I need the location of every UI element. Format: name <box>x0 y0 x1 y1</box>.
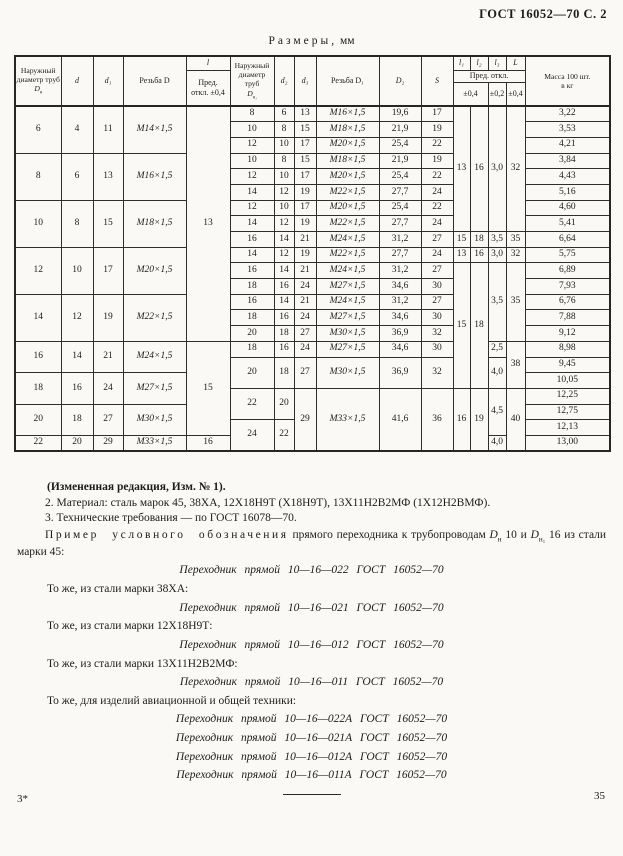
cell-D2: 27,7 <box>379 216 421 232</box>
cell-dn1: 10 <box>230 153 274 169</box>
cell-mass: 10,05 <box>525 373 610 389</box>
cell-mass: 12,75 <box>525 404 610 420</box>
cell-D2: 31,2 <box>379 232 421 248</box>
cell-dn: 8 <box>15 153 61 200</box>
cell-S: 24 <box>421 216 453 232</box>
col-header-thread-d1: Резьба D₁ <box>316 56 379 106</box>
cell-thread-d: М22×1,5 <box>123 294 186 341</box>
cell-dn1: 14 <box>230 184 274 200</box>
cell-dn: 18 <box>15 373 61 404</box>
cell-l3: 3,0 <box>488 106 506 232</box>
table-row <box>15 247 610 263</box>
cell-mass: 6,89 <box>525 263 610 279</box>
cell-S: 17 <box>421 106 453 122</box>
designation-line: Переходник прямой 10—16—022 ГОСТ 16052—70 <box>179 564 444 577</box>
cell-S: 19 <box>421 153 453 169</box>
cell-dn: 22 <box>15 435 61 451</box>
cell-d2: 16 <box>274 279 294 295</box>
cell-l: 15 <box>186 341 230 435</box>
cell-thread-d1: М27×1,5 <box>316 341 379 357</box>
cell-d: 18 <box>61 404 93 435</box>
cell-thread-d: М33×1,5 <box>123 435 186 451</box>
cell-thread-d1: М22×1,5 <box>316 247 379 263</box>
cell-dn1: 12 <box>230 169 274 185</box>
cell-d: 6 <box>61 153 93 200</box>
cell-D2: 34,6 <box>379 310 421 326</box>
dn1-symbol: D <box>530 528 539 541</box>
cell-d: 14 <box>61 341 93 372</box>
cell-mass: 9,45 <box>525 357 610 373</box>
cell-thread-d: М30×1,5 <box>123 404 186 435</box>
col-header-mass: Масса 100 шт. в кг <box>525 56 610 106</box>
cell-l3: 3,5 <box>488 232 506 248</box>
cell-mass: 4,21 <box>525 137 610 153</box>
cell-mass: 13,00 <box>525 435 610 451</box>
table-title-unit: мм <box>339 35 355 47</box>
cell-d2: 14 <box>274 263 294 279</box>
cell-thread-d1: М30×1,5 <box>316 326 379 342</box>
cell-dn: 20 <box>15 404 61 435</box>
cell-L: 35 <box>506 263 525 341</box>
table-body <box>15 106 610 451</box>
cell-D2: 27,7 <box>379 184 421 200</box>
cell-thread-d1: М20×1,5 <box>316 200 379 216</box>
col-header-dn-label: Наружный диаметр труб <box>16 65 60 84</box>
cell-mass: 5,75 <box>525 247 610 263</box>
cell-D2: 36,9 <box>379 326 421 342</box>
cell-L: 40 <box>506 388 525 451</box>
cell-S: 30 <box>421 341 453 357</box>
cell-S: 27 <box>421 263 453 279</box>
cell-mass: 6,76 <box>525 294 610 310</box>
cell-d3: 17 <box>294 137 316 153</box>
cell-dn1: 14 <box>230 247 274 263</box>
footnote-mark: 3* <box>17 793 28 805</box>
designation-line: Переходник прямой 10—16—011 ГОСТ 16052—70 <box>179 676 444 689</box>
cell-S: 24 <box>421 247 453 263</box>
cell-d3: 21 <box>294 263 316 279</box>
cell-dn1: 20 <box>230 357 274 388</box>
table-row <box>15 341 610 357</box>
cell-l3: 3,5 <box>488 263 506 341</box>
table-row <box>15 106 610 122</box>
col-header-dn1-symbol: $D_{н_1}$ <box>247 88 257 101</box>
cell-l: 16 <box>186 435 230 451</box>
cell-dn: 6 <box>15 106 61 153</box>
col-header-thread-d: Резьба D <box>123 56 186 106</box>
col-header-d2: d₂ <box>274 56 294 106</box>
cell-thread-d: М20×1,5 <box>123 247 186 294</box>
col-header-dn1-label: Наружный диаметр труб <box>234 61 270 89</box>
cell-thread-d1: М20×1,5 <box>316 169 379 185</box>
cell-thread-d1: М24×1,5 <box>316 294 379 310</box>
cell-mass: 4,43 <box>525 169 610 185</box>
dimensions-table <box>14 55 611 452</box>
cell-d2: 12 <box>274 247 294 263</box>
cell-thread-d1: М27×1,5 <box>316 310 379 326</box>
cell-d3: 24 <box>294 310 316 326</box>
cell-mass: 3,53 <box>525 122 610 138</box>
cell-l1: 15 <box>453 263 470 389</box>
cell-l2: 19 <box>470 388 488 451</box>
col-header-l2: l₂ <box>470 56 488 70</box>
cell-S: 32 <box>421 326 453 342</box>
cell-d1: 24 <box>93 373 123 404</box>
cell-thread-d1: М22×1,5 <box>316 216 379 232</box>
cell-D2: 34,6 <box>379 279 421 295</box>
cell-mass: 6,64 <box>525 232 610 248</box>
cell-mass: 3,22 <box>525 106 610 122</box>
tolerance-l3: ±0,2 <box>488 82 506 106</box>
col-header-pred-otkl: Пред. откл. <box>453 70 525 82</box>
amended-note: (Измененная редакция, Изм. № 1). <box>47 481 226 493</box>
cell-d1: 21 <box>93 341 123 372</box>
cell-d3: 15 <box>294 153 316 169</box>
cell-d2: 6 <box>274 106 294 122</box>
table-title <box>0 35 623 47</box>
designation-line: Переходник прямой 10—16—022А ГОСТ 16052—70 <box>175 713 448 726</box>
cell-d3: 15 <box>294 122 316 138</box>
cell-l1: 13 <box>453 247 470 263</box>
end-rule <box>283 794 341 795</box>
col-header-L: L <box>506 56 525 70</box>
cell-S: 27 <box>421 294 453 310</box>
cell-dn1: 10 <box>230 122 274 138</box>
cell-thread-d1: М33×1,5 <box>316 388 379 451</box>
cell-dn1: 18 <box>230 341 274 357</box>
cell-d3: 19 <box>294 247 316 263</box>
cell-dn1: 16 <box>230 232 274 248</box>
cell-d3: 17 <box>294 200 316 216</box>
cell-L: 32 <box>506 247 525 263</box>
cell-D2: 19,6 <box>379 106 421 122</box>
designation-line: Переходник прямой 10—16—012 ГОСТ 16052—70 <box>179 638 444 651</box>
designation-line: Переходник прямой 10—16—021 ГОСТ 16052—70 <box>179 601 444 614</box>
cell-l3: 3,0 <box>488 247 506 263</box>
cell-thread-d1: М24×1,5 <box>316 232 379 248</box>
cell-l1: 15 <box>453 232 470 248</box>
cell-thread-d1: М20×1,5 <box>316 137 379 153</box>
cell-D2: 31,2 <box>379 263 421 279</box>
cell-dn: 14 <box>15 294 61 341</box>
also-line: То же, из стали марки 38ХА: <box>47 583 189 596</box>
cell-d2: 10 <box>274 137 294 153</box>
cell-d1: 17 <box>93 247 123 294</box>
cell-dn1: 12 <box>230 200 274 216</box>
cell-mass: 5,41 <box>525 216 610 232</box>
cell-thread-d1: М18×1,5 <box>316 122 379 138</box>
cell-thread-d: М14×1,5 <box>123 106 186 153</box>
cell-d: 20 <box>61 435 93 451</box>
cell-thread-d1: М24×1,5 <box>316 263 379 279</box>
cell-dn: 12 <box>15 247 61 294</box>
cell-thread-d1: М27×1,5 <box>316 279 379 295</box>
col-header-S: S <box>421 56 453 106</box>
designation-line: Переходник прямой 10—16—012А ГОСТ 16052—70 <box>175 750 448 763</box>
cell-d2: 8 <box>274 122 294 138</box>
cell-L: 35 <box>506 232 525 248</box>
cell-dn1: 24 <box>230 420 274 451</box>
designation-line: Переходник прямой 10—16—011А ГОСТ 16052—70 <box>176 769 447 782</box>
cell-mass: 12,13 <box>525 420 610 436</box>
also-line: То же, из стали марки 12Х18Н9Т: <box>47 620 213 633</box>
cell-D2: 21,9 <box>379 122 421 138</box>
cell-dn1: 16 <box>230 294 274 310</box>
cell-thread-d1: М18×1,5 <box>316 153 379 169</box>
cell-mass: 8,98 <box>525 341 610 357</box>
cell-S: 19 <box>421 122 453 138</box>
cell-thread-d: М24×1,5 <box>123 341 186 372</box>
tech-requirements-note: 3. Технические требования — по ГОСТ 16078—70. <box>45 512 297 525</box>
cell-d3: 21 <box>294 232 316 248</box>
table-header <box>15 56 610 106</box>
also-line: То же, для изделий авиационной и общей техники: <box>47 694 297 707</box>
cell-S: 22 <box>421 200 453 216</box>
notes-section <box>0 480 623 795</box>
cell-D2: 25,4 <box>379 137 421 153</box>
cell-dn: 16 <box>15 341 61 372</box>
col-header-dn1 <box>230 56 274 106</box>
cell-S: 36 <box>421 388 453 451</box>
cell-l3: 4,0 <box>488 357 506 388</box>
cell-l3: 2,5 <box>488 341 506 357</box>
cell-d3: 13 <box>294 106 316 122</box>
cell-mass: 9,12 <box>525 326 610 342</box>
cell-d2: 14 <box>274 232 294 248</box>
cell-S: 32 <box>421 357 453 388</box>
cell-d3: 27 <box>294 326 316 342</box>
cell-l3: 4,5 <box>488 388 506 435</box>
cell-d2: 10 <box>274 169 294 185</box>
cell-d2: 16 <box>274 341 294 357</box>
cell-d2: 8 <box>274 153 294 169</box>
cell-l2: 18 <box>470 263 488 389</box>
col-header-d3: d₃ <box>294 56 316 106</box>
cell-thread-d1: М16×1,5 <box>316 106 379 122</box>
cell-dn: 10 <box>15 200 61 247</box>
cell-mass: 7,93 <box>525 279 610 295</box>
cell-dn1: 20 <box>230 326 274 342</box>
cell-d2: 22 <box>274 420 294 451</box>
cell-d: 16 <box>61 373 93 404</box>
cell-mass: 5,16 <box>525 184 610 200</box>
cell-mass: 7,88 <box>525 310 610 326</box>
col-header-d1: d₁ <box>93 56 123 106</box>
cell-D2: 34,6 <box>379 341 421 357</box>
col-header-l: l <box>186 56 230 70</box>
cell-dn1: 18 <box>230 310 274 326</box>
cell-D2: 41,6 <box>379 388 421 451</box>
cell-d1: 13 <box>93 153 123 200</box>
cell-d: 12 <box>61 294 93 341</box>
cell-d: 4 <box>61 106 93 153</box>
tolerance-L: ±0,4 <box>506 82 525 106</box>
cell-d2: 12 <box>274 216 294 232</box>
cell-S: 30 <box>421 279 453 295</box>
cell-L: 32 <box>506 106 525 232</box>
cell-d1: 19 <box>93 294 123 341</box>
designation-example-intro: Пример условного обозначения прямого переходника к трубопроводам $D_н$ 10 и $D_{н_1}$ 16 из стали марки 45: <box>17 528 607 558</box>
cell-d3: 17 <box>294 169 316 185</box>
cell-d3: 19 <box>294 184 316 200</box>
cell-d3: 19 <box>294 216 316 232</box>
doc-number-header: ГОСТ 16052—70 С. 2 <box>479 7 607 21</box>
col-header-D2: D₂ <box>379 56 421 106</box>
cell-S: 24 <box>421 184 453 200</box>
cell-dn1: 16 <box>230 263 274 279</box>
cell-l3: 4,0 <box>488 435 506 451</box>
cell-thread-d: М16×1,5 <box>123 153 186 200</box>
cell-D2: 27,7 <box>379 247 421 263</box>
cell-L: 38 <box>506 341 525 388</box>
cell-d1: 29 <box>93 435 123 451</box>
col-header-l1: l₁ <box>453 56 470 70</box>
dn-symbol: D <box>489 528 498 541</box>
cell-d3: 24 <box>294 279 316 295</box>
cell-d2: 18 <box>274 326 294 342</box>
cell-thread-d: М18×1,5 <box>123 200 186 247</box>
cell-l2: 18 <box>470 232 488 248</box>
cell-dn1: 12 <box>230 137 274 153</box>
cell-mass: 4,60 <box>525 200 610 216</box>
cell-d: 8 <box>61 200 93 247</box>
table-title-word: Размеры, <box>268 35 338 47</box>
cell-d2: 12 <box>274 184 294 200</box>
cell-l: 13 <box>186 106 230 341</box>
cell-d2: 20 <box>274 388 294 419</box>
page-number: 35 <box>594 790 605 802</box>
cell-d3: 27 <box>294 357 316 388</box>
col-header-l-tolerance: Пред. откл. ±0,4 <box>186 70 230 106</box>
cell-d1: 27 <box>93 404 123 435</box>
tolerance-l1-l2: ±0,4 <box>453 82 488 106</box>
cell-thread-d1: М30×1,5 <box>316 357 379 388</box>
also-line: То же, из стали марки 13Х11Н2В2МФ: <box>47 657 238 670</box>
cell-d1: 11 <box>93 106 123 153</box>
cell-d2: 10 <box>274 200 294 216</box>
cell-D2: 21,9 <box>379 153 421 169</box>
cell-d3: 29 <box>294 388 316 451</box>
designation-line: Переходник прямой 10—16—021А ГОСТ 16052—70 <box>175 732 448 745</box>
cell-dn1: 22 <box>230 388 274 419</box>
cell-dn1: 18 <box>230 279 274 295</box>
cell-d3: 24 <box>294 341 316 357</box>
col-header-dn <box>15 56 61 106</box>
cell-d3: 21 <box>294 294 316 310</box>
cell-l1: 16 <box>453 388 470 451</box>
cell-D2: 25,4 <box>379 200 421 216</box>
cell-S: 22 <box>421 137 453 153</box>
cell-S: 27 <box>421 232 453 248</box>
col-header-dn-symbol: $D_н$ <box>34 84 43 96</box>
material-note: 2. Материал: сталь марок 45, 38ХА, 12Х18Н9Т (Х18Н9Т), 13Х11Н2В2МФ (1Х12Н2ВМФ). <box>45 496 491 509</box>
cell-thread-d: М27×1,5 <box>123 373 186 404</box>
cell-dn1: 14 <box>230 216 274 232</box>
cell-l2: 16 <box>470 247 488 263</box>
cell-D2: 25,4 <box>379 169 421 185</box>
cell-d2: 14 <box>274 294 294 310</box>
cell-thread-d1: М22×1,5 <box>316 184 379 200</box>
col-header-l3: l₃ <box>488 56 506 70</box>
cell-l1: 13 <box>453 106 470 232</box>
cell-mass: 3,84 <box>525 153 610 169</box>
cell-d2: 16 <box>274 310 294 326</box>
cell-l2: 16 <box>470 106 488 232</box>
cell-d1: 15 <box>93 200 123 247</box>
col-header-d: d <box>61 56 93 106</box>
cell-S: 30 <box>421 310 453 326</box>
cell-d: 10 <box>61 247 93 294</box>
cell-dn1: 8 <box>230 106 274 122</box>
cell-d2: 18 <box>274 357 294 388</box>
cell-mass: 12,25 <box>525 388 610 404</box>
cell-S: 22 <box>421 169 453 185</box>
cell-D2: 36,9 <box>379 357 421 388</box>
cell-D2: 31,2 <box>379 294 421 310</box>
